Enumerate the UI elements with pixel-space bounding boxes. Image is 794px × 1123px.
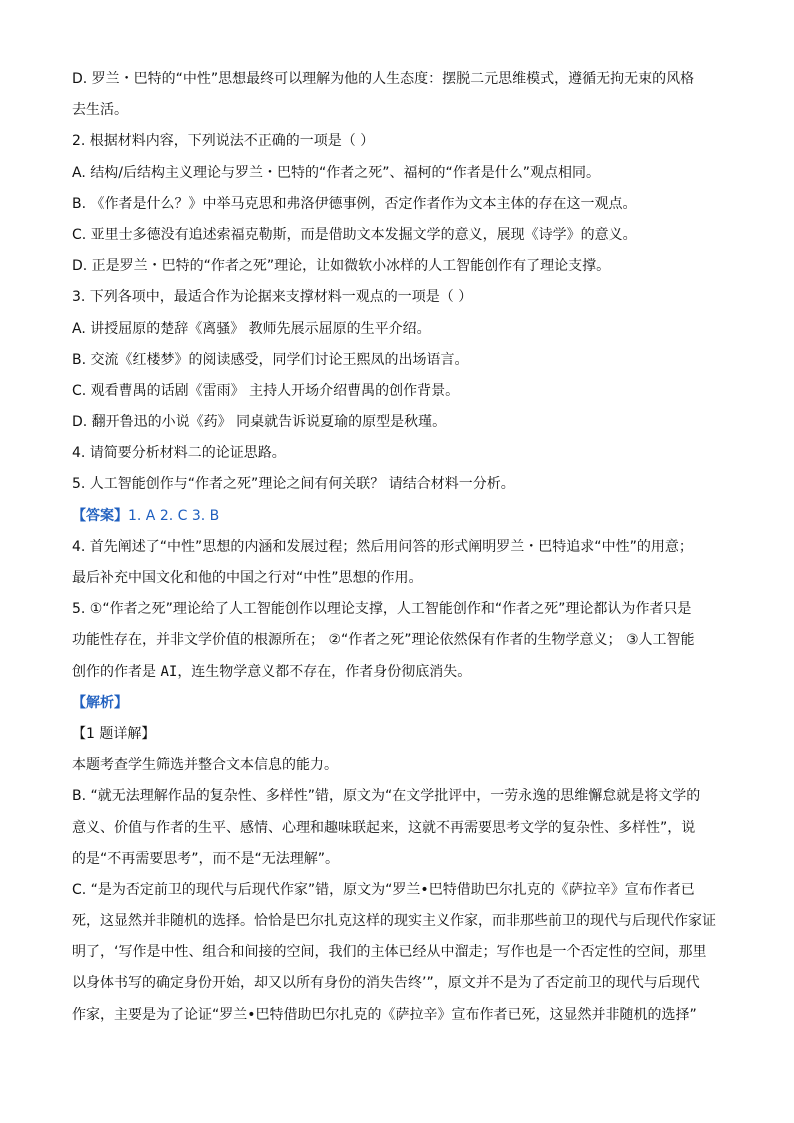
q2-option-c: C. 亚里士多德没有追述索福克勒斯，而是借助文本发掘文学的意义，展现《诗学》的意义。 xyxy=(72,226,637,243)
answer-5-text-before: 创作的作者是 xyxy=(72,663,161,680)
document-page xyxy=(72,64,732,1031)
question-2: 2. 根据材料内容，下列说法不正确的一项是（ ） xyxy=(72,133,375,150)
q2-option-b: B. 《作者是什么？》中举马克思和弗洛伊德事例，否定作者作为文本主体的存在这一观点。 xyxy=(72,195,637,212)
answer-4-line-2: 最后补充中国文化和他的中国之行对“中性”思想的作用。 xyxy=(72,570,423,586)
analysis-line-1: 本题考查学生筛选并整合文本信息的能力。 xyxy=(72,757,338,774)
q3-option-b: B. 交流《红楼梦》的阅读感受，同学们讨论王熙凤的出场语言。 xyxy=(72,351,469,368)
question-4: 4. 请简要分析材料二的论证思路。 xyxy=(72,445,286,462)
q3-option-c: C. 观看曹禺的话剧《雷雨》 主持人开场介绍曹禺的创作背景。 xyxy=(72,382,460,399)
analysis-line-3: 意义、价值与作者的生平、感情、心理和趣味联起来，这就不再需要思考文学的复杂性、多样性”，说 xyxy=(72,819,696,836)
answer-tag: 【答案】 xyxy=(72,507,128,524)
answer-5-line-1: 5. ①“作者之死”理论给了人工智能创作以理论支撑，人工智能创作和“作者之死”理论都认为作者只是 xyxy=(72,601,692,618)
q2-option-a: A. 结构/后结构主义理论与罗兰・巴特的“作者之死”、福柯的“作者是什么”观点相同。 xyxy=(72,164,600,181)
analysis-line-4: 的是“不再需要思考”，而不是“无法理解”。 xyxy=(72,850,340,867)
q3-option-d: D. 翻开鲁迅的小说《药》 同桌就告诉说夏瑜的原型是秋瑾。 xyxy=(72,414,447,431)
answer-values: 1. A 2. C 3. B xyxy=(128,507,220,524)
analysis-line-9: 作家，主要是为了论证“罗兰•巴特借助巴尔扎克的《萨拉辛》宣布作者已死，这显然并非随机的选择” xyxy=(72,1006,697,1023)
answer-5-line-3 xyxy=(72,657,732,688)
analysis-line xyxy=(72,688,732,719)
analysis-line-6: 死，这显然并非随机的选择。恰恰是巴尔扎克这样的现实主义作家，而非那些前卫的现代与后现代作家证 xyxy=(72,913,716,930)
answer-5-text-after: ，连生物学意义都不存在，作者身份彻底消失。 xyxy=(177,663,472,680)
answer-4-line-1: 4. 首先阐述了“中性”思想的内涵和发展过程；然后用问答的形式阐明罗兰・巴特追求“中性”的用意； xyxy=(72,538,693,555)
option-d-line-2: 去生活。 xyxy=(72,102,128,119)
question-3: 3. 下列各项中，最适合作为论据来支撑材料一观点的一项是（ ） xyxy=(72,289,473,306)
q2-option-d: D. 正是罗兰・巴特的“作者之死”理论，让如微软小冰样的人工智能创作有了理论支撑。 xyxy=(72,258,611,275)
analysis-line-2: B. “就无法理解作品的复杂性、多样性”错，原文为“在文学批评中，一劳永逸的思维懈怠就是将文学的 xyxy=(72,788,701,805)
analysis-line-8: 以身体书写的确定身份开始，却又以所有身份的消失告终’”，原文并不是为了否定前卫的现代与后现代 xyxy=(72,975,700,992)
answer-line xyxy=(72,501,732,532)
analysis-tag: 【解析】 xyxy=(72,694,128,711)
question-5: 5. 人工智能创作与“作者之死”理论之间有何关联？ 请结合材料一分析。 xyxy=(72,476,515,493)
q3-option-a: A. 讲授屈原的楚辞《离骚》 教师先展示屈原的生平介绍。 xyxy=(72,320,431,337)
option-d-line-1: D. 罗兰・巴特的“中性”思想最终可以理解为他的人生态度：摆脱二元思维模式，遵循无拘无束的风格 xyxy=(72,71,695,87)
answer-5-ai: AI xyxy=(160,663,178,680)
answer-5-line-2: 功能性存在，并非文学价值的根源所在； ②“作者之死”理论依然保有作者的生物学意义； ③人工智能 xyxy=(72,632,695,649)
analysis-section-title: 【1 题详解】 xyxy=(72,725,156,742)
analysis-line-5: C. “是为否定前卫的现代与后现代作家”错，原文为“罗兰•巴特借助巴尔扎克的《萨拉辛》宣布作者已 xyxy=(72,881,695,898)
analysis-line-7: 明了，‘写作是中性、组合和间接的空间，我们的主体已经从中溜走；写作也是一个否定性的空间，那里 xyxy=(72,944,707,961)
